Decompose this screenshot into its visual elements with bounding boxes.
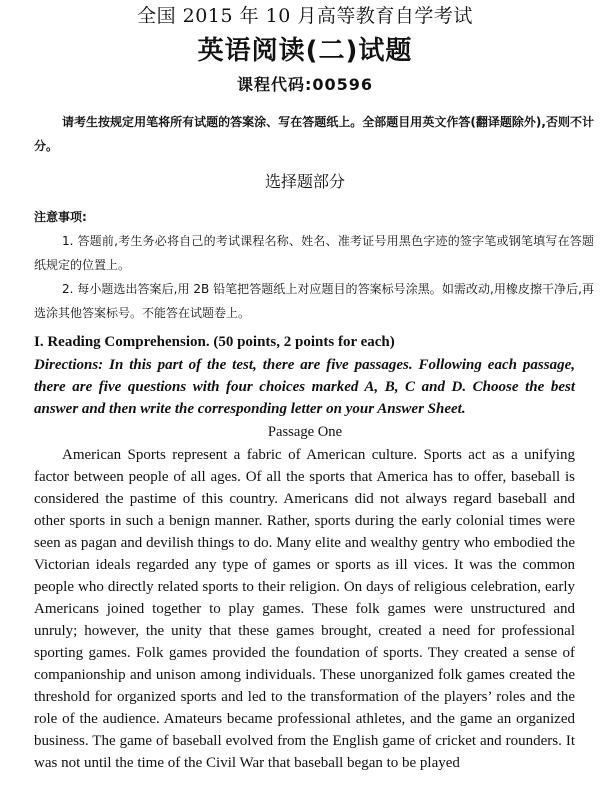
- note-item: 1. 答题前,考生务必将自己的考试课程名称、姓名、准考证号用黑色字迹的签字笔或钢笔填写在答题纸规定的位置上。: [34, 234, 594, 272]
- exam-session-line: 全国 2015 年 10 月高等教育自学考试: [137, 5, 473, 27]
- passage-title: Passage One: [267, 424, 343, 440]
- exam-instructions: 请考生按规定用笔将所有试题的答案涂、写在答题纸上。全部题目用英文作答(翻译题除外),否则不计分。: [34, 115, 594, 153]
- course-code: 课程代码:00596: [236, 75, 374, 94]
- part-heading: I. Reading Comprehension. (50 points, 2 points for each): [34, 334, 395, 350]
- note-item: 2. 每小题选出答案后,用 2B 铅笔把答题纸上对应题目的答案标号涂黑。如需改动,用橡皮擦干净后,再选涂其他答案标号。不能答在试题卷上。: [34, 282, 594, 320]
- part-directions: Directions: In this part of the test, there are five passages. Following each passage, there are five questions with four choices marked A, B, C and D. Choose the best answer and then write the corresponding letter on your Answer Sheet.: [34, 357, 575, 417]
- exam-title: 英语阅读(二)试题: [197, 36, 413, 66]
- passage-body: American Sports represent a fabric of American culture. Sports act as a unifying factor between people of all ages. Of all the sports that America has to offer, baseball is considered the pastime of this country. Americans did not always regard baseball and other sports in such a benign manner. Rather, sports during the early colonial times were seen as pagan and devilish things to do. Many elite and wealthy gentry who embodied the Victorian ideals regarded any type of games or sports as ill vices. It was the common people who directly related sports to their religion. On days of religious celebration, early Americans joined together to play games. These folk games were unstructured and unruly; however, the unity that these games brought, created a need for professional sporting games. Folk games provided the foundation of sports. They created a sense of companionship and unison among individuals. These unorganized folk games created the threshold for organized sports and led to the transformation of the players’ roles and the role of the audience. Amateurs became professional athletes, and the game an organized business. The game of baseball evolved from the English game of cricket and rounders. It was not until the time of the Civil War that baseball began to be played: [34, 447, 575, 771]
- section-heading: 选择题部分: [264, 172, 345, 191]
- notes-heading: 注意事项:: [34, 210, 87, 224]
